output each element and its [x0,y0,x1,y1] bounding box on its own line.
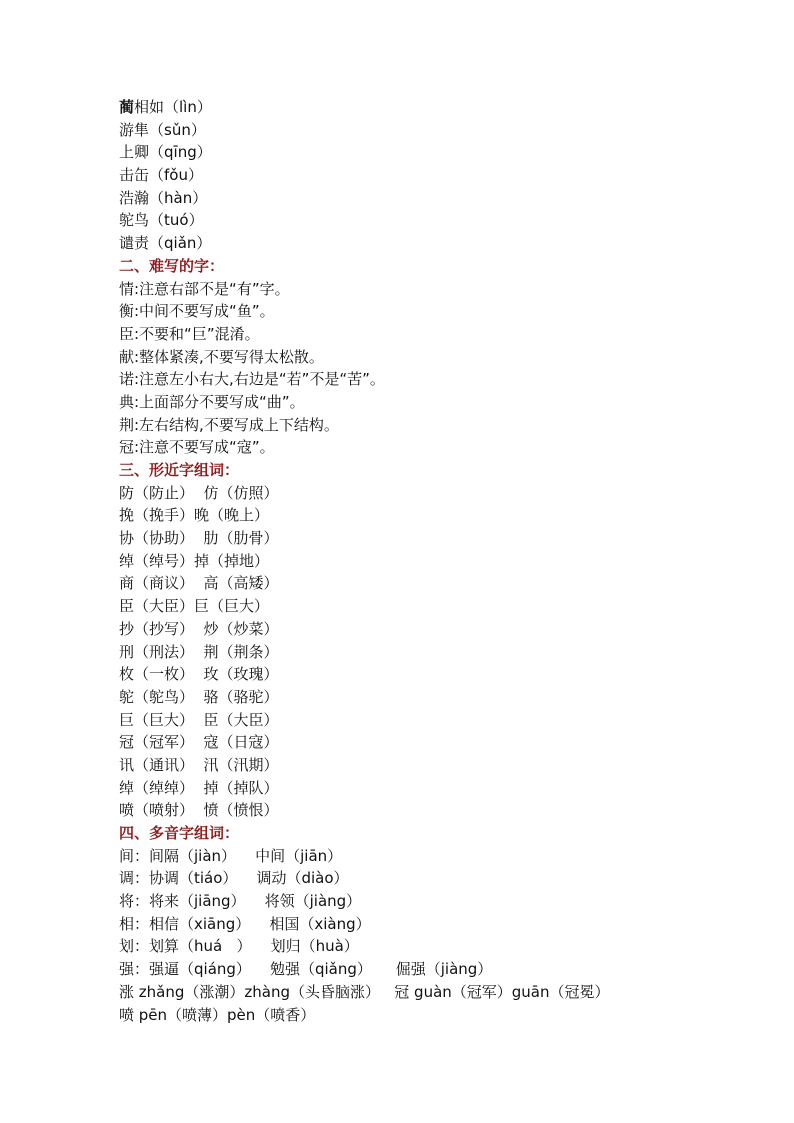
list-item: 调：协调（tiáo） 调动（diào） [119,869,349,888]
pinyin-item [119,209,759,232]
pinyin-item [119,96,759,119]
list-item: 情:注意右部不是“有”字。 [119,279,290,298]
pinyin-item-text: 上卿（qīng） [119,143,212,162]
pinyin-item-text: 谴责（qiǎn） [119,234,212,253]
polyphonic-chars-list [119,845,759,1027]
pinyin-item [119,141,759,164]
list-item: 喷（喷射） 愤（愤恨） [119,801,279,820]
list-item: 间：间隔（jiàn） 中间（jiān） [119,846,343,865]
pinyin-item-text: 鸵鸟（tuó） [119,211,204,230]
pinyin-item-char: 蔺 [119,98,135,116]
list-item: 冠（冠军） 寇（日寇） [119,733,279,752]
list-item: 献:整体紧凑,不要写得太松散。 [119,347,324,366]
list-item: 强：强逼（qiáng） 勉强（qiǎng） 倔强（jiàng） [119,960,493,979]
pinyin-item-text: 浩瀚（hàn） [119,188,208,207]
list-item: 协（协助） 肋（肋骨） [119,529,279,548]
pinyin-item-text: 击缶（fǒu） [119,166,203,185]
pinyin-item-text: 相如（lìn） [134,98,212,116]
list-item: 相：相信（xiāng） 相国（xiàng） [119,914,371,933]
list-item: 鸵（鸵鸟） 骆（骆驼） [119,687,279,706]
section-heading-polyphonic-chars: 四、多音字组词： [119,824,240,842]
pinyin-item [119,232,759,255]
list-item: 涨 zhǎng（涨潮）zhàng（头昏脑涨） 冠 guàn（冠军）guān（冠冕） [119,982,610,1001]
pinyin-item [119,164,759,187]
list-item: 臣（大臣）巨（巨大） [119,597,270,616]
list-item: 荆:左右结构,不要写成上下结构。 [119,415,339,434]
list-item: 绰（绰号）掉（掉地） [119,551,270,570]
document-page [119,96,759,1026]
list-item: 典:上面部分不要写成“曲”。 [119,392,305,411]
list-item: 绰（绰绰） 掉（掉队） [119,778,279,797]
list-item: 讯（通讯） 汛（汛期） [119,755,279,774]
list-item: 划：划算（huá ） 划归（huà） [119,937,359,956]
list-item: 衡:中间不要写成“鱼”。 [119,302,275,321]
list-item: 巨（巨大） 臣（大臣） [119,710,279,729]
section-heading-difficult-chars: 二、难写的字： [119,256,225,275]
list-item: 商（商议） 高（高矮） [119,574,279,593]
list-item: 诺:注意左小右大,右边是“若”不是“苦”。 [119,370,385,389]
similar-chars-list [119,482,759,822]
list-item: 刑（刑法） 荆（荆条） [119,642,279,661]
difficult-chars-list [119,278,759,460]
pinyin-item-text: 游隼（sǔn） [119,120,206,139]
list-item: 挽（挽手）晚（晚上） [119,506,270,525]
list-item: 臣:不要和“巨”混淆。 [119,324,260,343]
list-item: 喷 pēn（喷薄）pèn（喷香） [119,1005,316,1024]
pinyin-item [119,187,759,210]
pinyin-list [119,96,759,255]
section-heading-similar-chars: 三、形近字组词： [119,461,240,479]
list-item: 防（防止） 仿（仿照） [119,483,279,502]
list-item: 枚（一枚） 玫（玫瑰） [119,665,279,684]
pinyin-item [119,119,759,142]
list-item: 将：将来（jiāng） 将领（jiàng） [119,892,362,911]
list-item: 冠:注意不要写成“寇”。 [119,438,275,457]
list-item: 抄（抄写） 炒（炒菜） [119,619,279,638]
